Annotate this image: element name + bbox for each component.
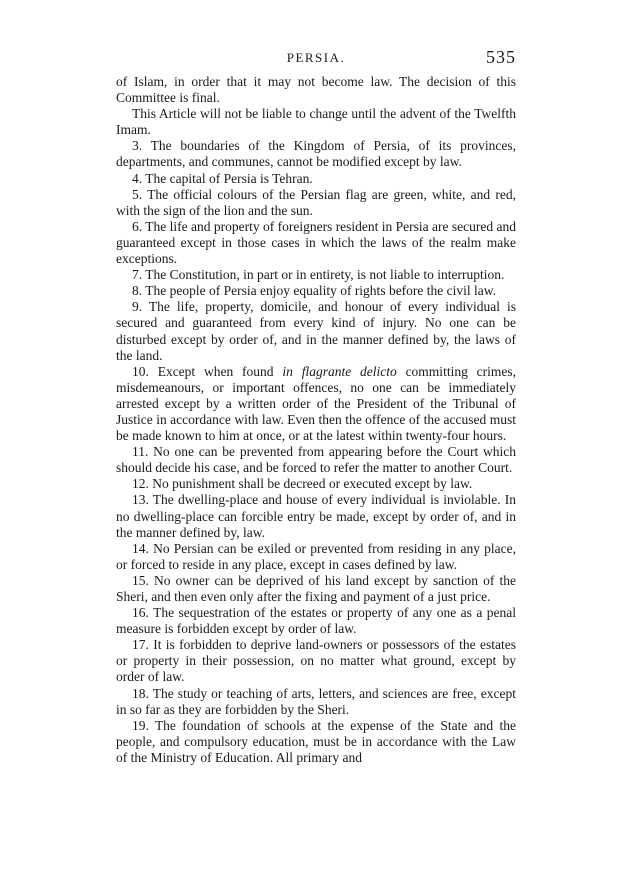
article-5: 5. The official colours of the Persian flag are green, white, and red, with the sign of the lion and the sun.: [116, 186, 516, 218]
paragraph-continuation: of Islam, in order that it may not become law. The decision of this Committee is final.: [116, 74, 516, 106]
article-17: 17. It is forbidden to deprive land-owners or possessors of the estates or property in their possession, on no matter what ground, except by order of law.: [116, 637, 516, 685]
article-4: 4. The capital of Persia is Tehran.: [132, 170, 313, 186]
article-7: 7. The Constitution, in part or in entirety, is not liable to interruption.: [132, 267, 505, 283]
article-18: 18. The study or teaching of arts, letters, and sciences are free, except in so far as they are forbidden by the Sheri.: [116, 685, 516, 717]
paragraph: This Article will not be liable to change until the advent of the Twelfth Imam.: [116, 106, 516, 138]
article-9: 9. The life, property, domicile, and honour of every individual is secured and guaranteed from every kind of injury. No one can be disturbed except by order of, and in the manner defined by, the laws of the land.: [116, 299, 516, 363]
article-10-rest: committing crimes, misdemeanours, or important offences, no one can be immediately arrested except by a written order of the President of the Tribunal of Justice in accordance with law. Even then the offence of the accused must be made known to him at once, or at the latest within twenty-four hours.: [116, 363, 516, 444]
article-6: 6. The life and property of foreigners resident in Persia are secured and guaranteed except in those cases in which the laws of the realm make exceptions.: [116, 218, 516, 267]
page-number: 535: [486, 47, 516, 67]
article-8: 8. The people of Persia enjoy equality of rights before the civil law.: [132, 283, 497, 299]
article-15: 15. No owner can be deprived of his land except by sanction of the Sheri, and then even only after the fixing and payment of a just price.: [116, 572, 516, 604]
article-3: 3. The boundaries of the Kingdom of Persia, of its provinces, departments, and communes, cannot be modified except by law.: [116, 138, 516, 170]
article-11: 11. No one can be prevented from appearing before the Court which should decide his case, and be forced to refer the matter to another Court.: [116, 444, 516, 476]
article-13: 13. The dwelling-place and house of every individual is inviolable. In no dwelling-place can forcible entry be made, except by order of, and in the manner defined by, law.: [116, 492, 516, 540]
article-10: [116, 364, 516, 444]
article-14: 14. No Persian can be exiled or prevented from residing in any place, or forced to reside in any place, except in cases defined by law.: [116, 540, 516, 572]
body-text: [116, 74, 516, 766]
running-head: PERSIA.: [286, 50, 346, 65]
article-16: 16. The sequestration of the estates or property of any one as a penal measure is forbidden except by order of law.: [116, 605, 516, 637]
page-header: [116, 47, 516, 72]
article-10-lead: 10. Except when found: [132, 363, 283, 379]
article-12: 12. No punishment shall be decreed or executed except by law.: [132, 476, 473, 492]
article-19: 19. The foundation of schools at the expense of the State and the people, and compulsory education, must be in accordance with the Law of the Ministry of Education. All primary and: [116, 717, 516, 765]
latin-phrase: in flagrante delicto: [282, 363, 397, 379]
